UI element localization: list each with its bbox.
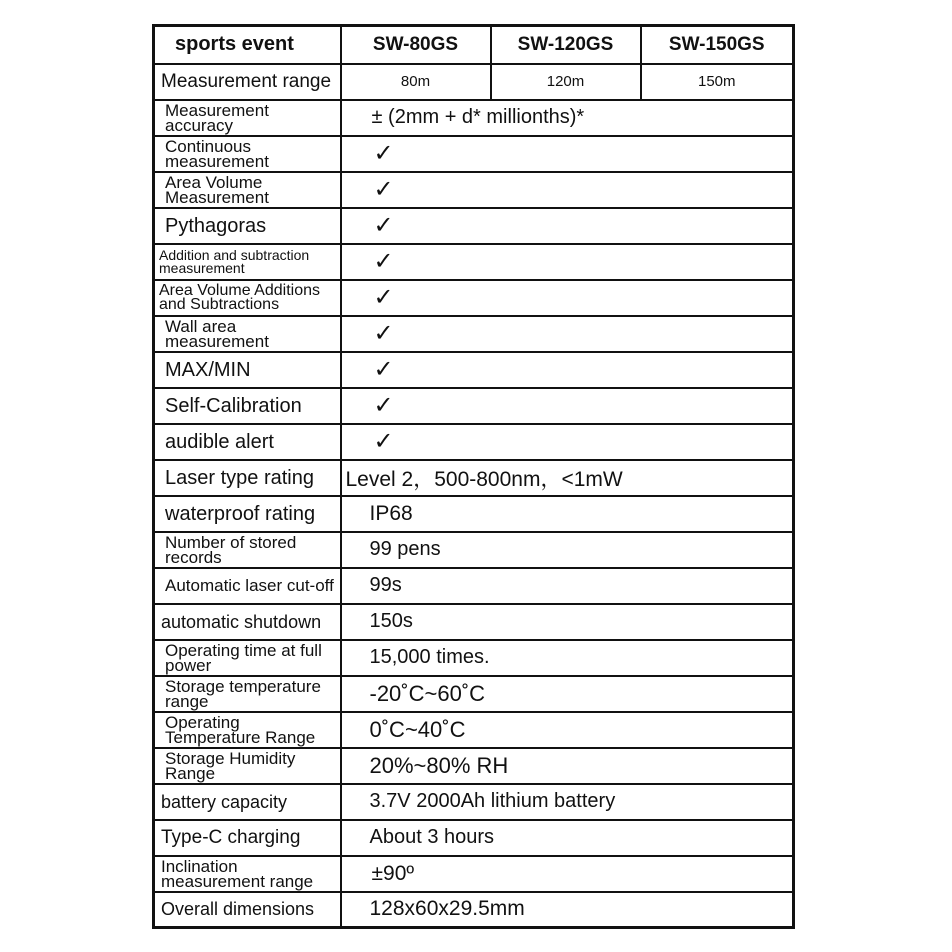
row-label: Self-Calibration [154,388,341,424]
row-label: Type-C charging [154,820,341,856]
range-value-150: 150m [641,64,794,100]
table-row [154,460,794,496]
row-label: Storage temperature range [154,676,341,712]
row-value: 15,000 times. [341,640,794,676]
table-row [154,244,794,280]
header-row [154,26,794,64]
row-label: Inclination measurement range [154,856,341,892]
row-label: Measurement accuracy [154,100,341,136]
range-label: Measurement range [154,64,341,100]
spec-table [152,24,795,929]
check-icon: ✓ [341,208,794,244]
table-row [154,784,794,820]
table-row [154,496,794,532]
table-row [154,352,794,388]
table-row [154,280,794,316]
row-label: Continuous measurement [154,136,341,172]
row-label: audible alert [154,424,341,460]
table-row [154,820,794,856]
row-value: 20%~80% RH [341,748,794,784]
check-icon: ✓ [341,352,794,388]
row-label: automatic shutdown [154,604,341,640]
table-row [154,604,794,640]
row-label: Number of stored records [154,532,341,568]
row-label: battery capacity [154,784,341,820]
row-label: Operating time at full power [154,640,341,676]
row-value: 128x60x29.5mm [341,892,794,928]
row-value: 3.7V 2000Ah lithium battery [341,784,794,820]
table-row [154,676,794,712]
row-label: waterproof rating [154,496,341,532]
row-label: Storage Humidity Range [154,748,341,784]
table-row [154,172,794,208]
row-value: 0˚C~40˚C [341,712,794,748]
row-value: ±90º [341,856,794,892]
model-sw-120gs: SW-120GS [491,26,641,64]
table-row [154,640,794,676]
row-value: 99 pens [341,532,794,568]
row-value: About 3 hours [341,820,794,856]
range-value-80: 80m [341,64,491,100]
check-icon: ✓ [341,316,794,352]
check-icon: ✓ [341,424,794,460]
row-label: Wall area measurement [154,316,341,352]
check-icon: ✓ [341,388,794,424]
table-row [154,208,794,244]
row-label: Operating Temperature Range [154,712,341,748]
row-label: Pythagoras [154,208,341,244]
table-row [154,892,794,928]
row-value: IP68 [341,496,794,532]
table-row [154,532,794,568]
row-label: Automatic laser cut-off [154,568,341,604]
check-icon: ✓ [341,280,794,316]
row-value: ± (2mm + d* millionths)* [341,100,794,136]
row-label: MAX/MIN [154,352,341,388]
table-row [154,100,794,136]
range-row [154,64,794,100]
check-icon: ✓ [341,136,794,172]
row-label: Area Volume Additions and Subtractions [154,280,341,316]
table-row [154,424,794,460]
table-row [154,316,794,352]
model-sw-80gs: SW-80GS [341,26,491,64]
header-label: sports event [154,26,341,64]
table-row [154,136,794,172]
row-label: Addition and subtraction measurement [154,244,341,280]
range-value-120: 120m [491,64,641,100]
table-row [154,748,794,784]
row-value: -20˚C~60˚C [341,676,794,712]
table-row [154,856,794,892]
check-icon: ✓ [341,244,794,280]
row-value: 99s [341,568,794,604]
row-value: Level 2，500-800nm，<1mW [341,460,794,496]
row-label: Overall dimensions [154,892,341,928]
table-row [154,568,794,604]
row-value: 150s [341,604,794,640]
table-row [154,388,794,424]
check-icon: ✓ [341,172,794,208]
row-label: Laser type rating [154,460,341,496]
model-sw-150gs: SW-150GS [641,26,794,64]
table-row [154,712,794,748]
row-label: Area Volume Measurement [154,172,341,208]
